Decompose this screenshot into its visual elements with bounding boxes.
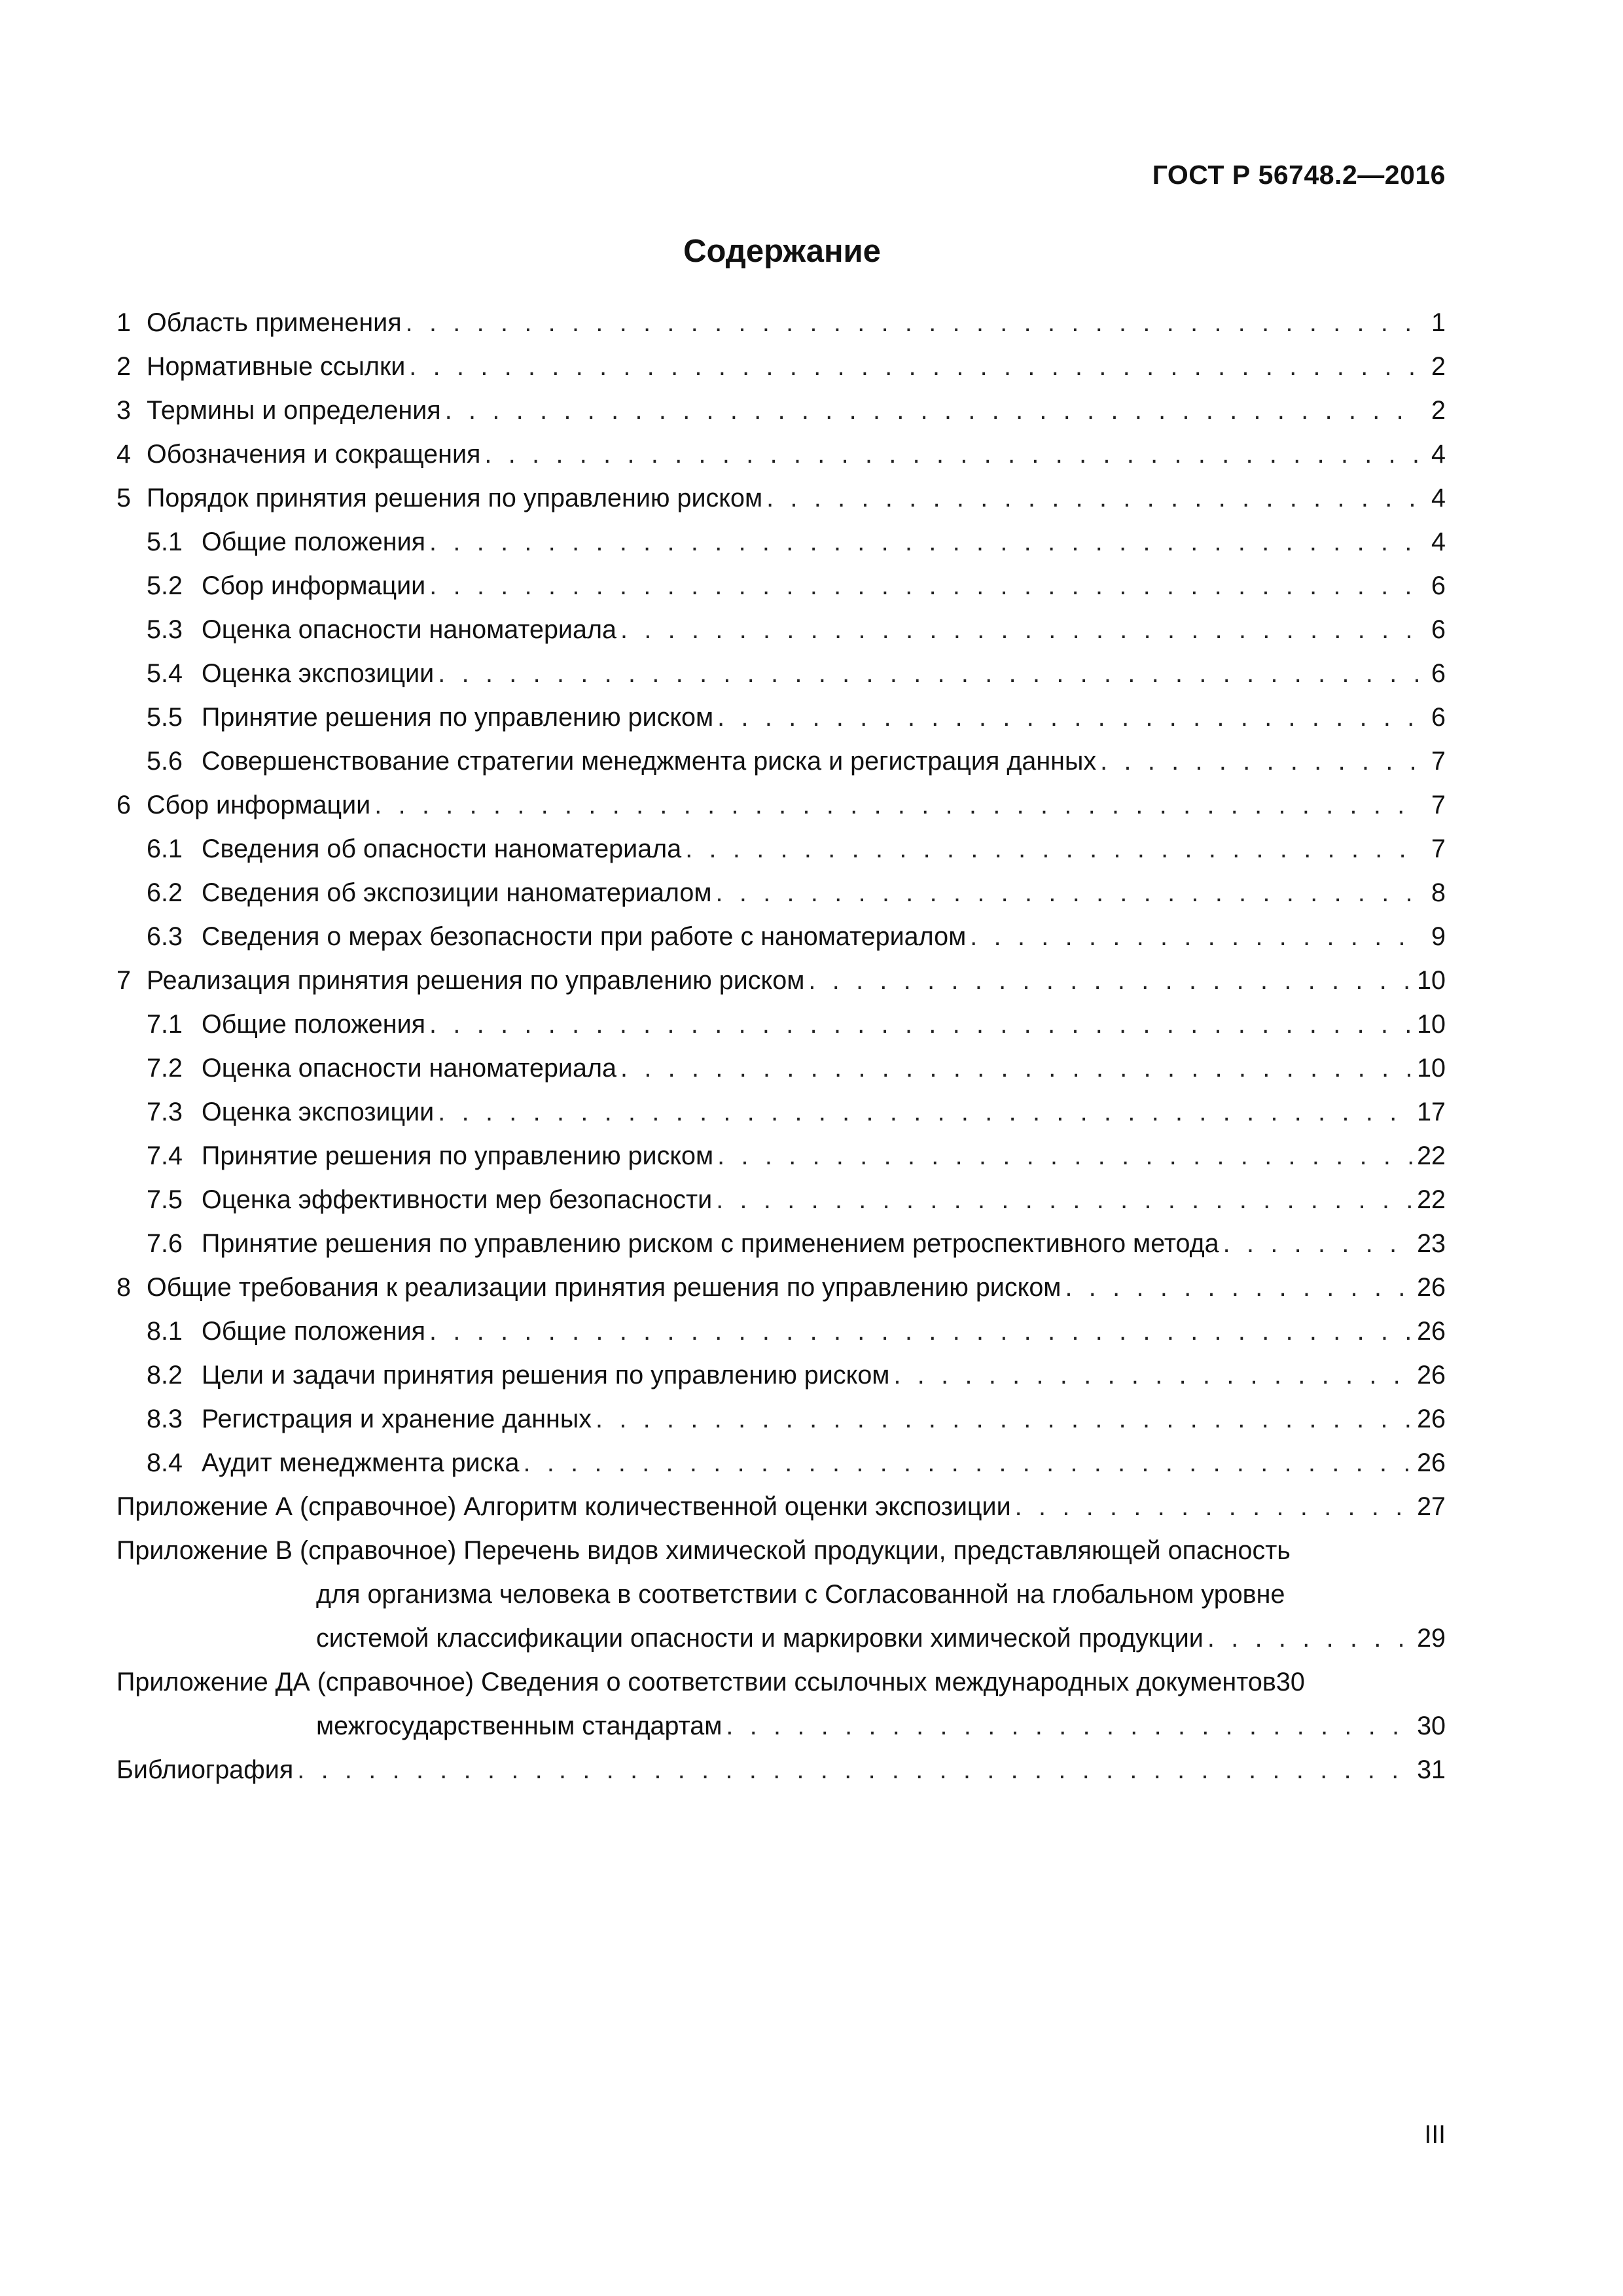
- dot-leader: [766, 476, 1422, 520]
- toc-entry-number: 8.2: [147, 1361, 183, 1390]
- toc-entry-page: 26: [1417, 1448, 1446, 1477]
- toc-entry-number: 6.2: [147, 878, 183, 907]
- dot-leader: [717, 1134, 1413, 1178]
- toc-entry-7-5[interactable]: [116, 1178, 1446, 1222]
- toc-entry-page: 7: [1431, 791, 1446, 819]
- dot-leader: [620, 608, 1422, 652]
- toc-entry-page: 26: [1417, 1361, 1446, 1390]
- toc-entry-number: 5.5: [147, 703, 183, 732]
- toc-entry-title: Общие положения: [202, 1010, 426, 1039]
- toc-entry-title: Оценка экспозиции: [202, 1098, 435, 1126]
- toc-entry-8-3[interactable]: [116, 1397, 1446, 1441]
- dot-leader: [429, 1310, 1413, 1354]
- toc-entry-5-4[interactable]: [116, 652, 1446, 696]
- dot-leader: [716, 871, 1423, 915]
- dot-leader: [523, 1441, 1413, 1485]
- toc-entry-number: 6.1: [147, 834, 183, 863]
- toc-entry-page: 26: [1417, 1273, 1446, 1302]
- toc-entry-title: Библиография: [116, 1755, 294, 1784]
- toc-entry-number: 3: [116, 396, 131, 425]
- toc-entry-title: Регистрация и хранение данных: [202, 1405, 592, 1433]
- toc-appendix-b-line1[interactable]: [116, 1529, 1446, 1573]
- toc-entry-5[interactable]: [116, 476, 1446, 520]
- toc-entry-page: 2: [1431, 352, 1446, 381]
- toc-entry-title: Термины и определения: [147, 396, 441, 425]
- toc-entry-8-2[interactable]: [116, 1354, 1446, 1397]
- toc-entry-title: Сведения об опасности наноматериала: [202, 834, 682, 863]
- toc-entry-7-2[interactable]: [116, 1047, 1446, 1090]
- toc-entry-number: 5.2: [147, 571, 183, 600]
- toc-entry-8-1[interactable]: [116, 1310, 1446, 1354]
- toc-entry-page: 30: [1417, 1712, 1446, 1740]
- toc-entry-title: Сбор информации: [147, 791, 371, 819]
- toc-entry-number: 5: [116, 484, 131, 512]
- toc-entry-title-continued: для организма человека в соответствии с Согласованной на глобальном уровне: [316, 1580, 1285, 1609]
- toc-entry-title: Приложение А (справочное) Алгоритм количественной оценки экспозиции: [116, 1492, 1011, 1521]
- toc-entry-page: 23: [1417, 1229, 1446, 1258]
- toc-entry-title-continued: системой классификации опасности и маркировки химической продукции: [316, 1624, 1204, 1653]
- toc-entry-number: 8.4: [147, 1448, 183, 1477]
- toc-entry-title: Принятие решения по управлению риском: [202, 1141, 714, 1170]
- toc-entry-title: Оценка опасности наноматериала: [202, 1054, 616, 1083]
- toc-entry-7-1[interactable]: [116, 1003, 1446, 1047]
- toc-entry-title: Оценка экспозиции: [202, 659, 435, 688]
- toc-entry-number: 8: [116, 1273, 131, 1302]
- toc-entry-page: 31: [1417, 1755, 1446, 1784]
- toc-entry-page: 8: [1431, 878, 1446, 907]
- toc-entry-title: Приложение ДА (справочное) Сведения о соответствии ссылочных международных документов30: [116, 1668, 1305, 1696]
- dot-leader: [438, 1090, 1413, 1134]
- toc-entry-7[interactable]: [116, 959, 1446, 1003]
- toc-entry-title: Обозначения и сокращения: [147, 440, 481, 469]
- dot-leader: [726, 1704, 1413, 1748]
- toc-entry-5-1[interactable]: [116, 520, 1446, 564]
- toc-entry-page: 6: [1431, 615, 1446, 644]
- toc-entry-number: 4: [116, 440, 131, 469]
- toc-entry-title: Нормативные ссылки: [147, 352, 406, 381]
- dot-leader: [297, 1748, 1413, 1792]
- toc-entry-title: Общие требования к реализации принятия решения по управлению риском: [147, 1273, 1061, 1302]
- toc-entry-number: 7.4: [147, 1141, 183, 1170]
- toc-entry-6-3[interactable]: [116, 915, 1446, 959]
- toc-entry-title: Совершенствование стратегии менеджмента риска и регистрация данных: [202, 747, 1097, 776]
- dot-leader: [893, 1354, 1413, 1397]
- dot-leader: [1223, 1222, 1413, 1266]
- toc-entry-number: 5.3: [147, 615, 183, 644]
- toc-entry-title: Приложение В (справочное) Перечень видов химической продукции, представляющей опасность: [116, 1536, 1291, 1565]
- toc-entry-6-1[interactable]: [116, 827, 1446, 871]
- toc-entry-title-continued: межгосударственным стандартам: [316, 1712, 722, 1740]
- dot-leader: [1207, 1617, 1413, 1660]
- toc-appendix-da-line1[interactable]: [116, 1660, 1446, 1704]
- page-number: III: [1424, 2121, 1446, 2149]
- toc-entry-page: 10: [1417, 1054, 1446, 1083]
- toc-entry-title: Область применения: [147, 308, 402, 337]
- toc-entry-8-4[interactable]: [116, 1441, 1446, 1485]
- toc-entry-number: 1: [116, 308, 131, 337]
- toc-entry-5-3[interactable]: [116, 608, 1446, 652]
- dot-leader: [1015, 1485, 1413, 1529]
- toc-entry-page: 2: [1431, 396, 1446, 425]
- toc-entry-1[interactable]: [116, 301, 1446, 345]
- toc-entry-page: 6: [1431, 571, 1446, 600]
- toc-entry-number: 8.1: [147, 1317, 183, 1346]
- toc-entry-page: 26: [1417, 1405, 1446, 1433]
- toc-entry-number: 2: [116, 352, 131, 381]
- toc-entry-title: Цели и задачи принятия решения по управлению риском: [202, 1361, 890, 1390]
- dot-leader: [620, 1047, 1413, 1090]
- toc-appendix-a[interactable]: [116, 1485, 1446, 1529]
- toc-bibliography[interactable]: [116, 1748, 1446, 1792]
- toc-entry-page: 4: [1431, 528, 1446, 556]
- dot-leader: [409, 345, 1422, 389]
- toc-appendix-b-line3[interactable]: [116, 1617, 1446, 1660]
- toc-entry-number: 5.4: [147, 659, 183, 688]
- toc-entry-number: 5.1: [147, 528, 183, 556]
- toc-entry-page: 1: [1431, 308, 1446, 337]
- dot-leader: [406, 301, 1422, 345]
- dot-leader: [1065, 1266, 1413, 1310]
- dot-leader: [445, 389, 1422, 433]
- toc-entry-page: 29: [1417, 1624, 1446, 1653]
- toc-entry-5-2[interactable]: [116, 564, 1446, 608]
- toc-entry-page: 10: [1417, 1010, 1446, 1039]
- toc-entry-7-3[interactable]: [116, 1090, 1446, 1134]
- dot-leader: [429, 520, 1422, 564]
- toc-entry-title: Аудит менеджмента риска: [202, 1448, 520, 1477]
- toc-entry-page: 7: [1431, 747, 1446, 776]
- toc-entry-4[interactable]: [116, 433, 1446, 476]
- toc-entry-page: 4: [1431, 440, 1446, 469]
- toc-entry-title: Принятие решения по управлению риском: [202, 703, 714, 732]
- toc-entry-number: 6: [116, 791, 131, 819]
- toc-entry-number: 8.3: [147, 1405, 183, 1433]
- toc-entry-7-6[interactable]: [116, 1222, 1446, 1266]
- toc-entry-page: 22: [1417, 1141, 1446, 1170]
- table-of-contents: [116, 301, 1446, 1792]
- document-code: ГОСТ Р 56748.2—2016: [1152, 160, 1446, 190]
- toc-entry-title: Общие положения: [202, 1317, 426, 1346]
- toc-entry-page: 6: [1431, 703, 1446, 732]
- toc-entry-page: 6: [1431, 659, 1446, 688]
- toc-entry-title: Общие положения: [202, 528, 426, 556]
- toc-entry-title: Принятие решения по управлению риском с применением ретроспективного метода: [202, 1229, 1219, 1258]
- toc-entry-page: 9: [1431, 922, 1446, 951]
- page-title: Содержание: [683, 234, 881, 269]
- toc-entry-number: 6.3: [147, 922, 183, 951]
- dot-leader: [970, 915, 1422, 959]
- toc-entry-title: Оценка эффективности мер безопасности: [202, 1185, 713, 1214]
- toc-entry-5-6[interactable]: [116, 740, 1446, 783]
- toc-entry-page: 7: [1431, 834, 1446, 863]
- toc-entry-number: 7.3: [147, 1098, 183, 1126]
- toc-entry-title: Реализация принятия решения по управлению риском: [147, 966, 805, 995]
- toc-entry-number: 7.1: [147, 1010, 183, 1039]
- toc-entry-title: Сведения о мерах безопасности при работе с наноматериалом: [202, 922, 967, 951]
- toc-entry-6[interactable]: [116, 783, 1446, 827]
- toc-entry-8[interactable]: [116, 1266, 1446, 1310]
- toc-entry-6-2[interactable]: [116, 871, 1446, 915]
- toc-entry-number: 7.5: [147, 1185, 183, 1214]
- dot-leader: [808, 959, 1413, 1003]
- dot-leader: [596, 1397, 1413, 1441]
- toc-appendix-da-line2[interactable]: [116, 1704, 1446, 1748]
- toc-entry-page: 4: [1431, 484, 1446, 512]
- toc-entry-title: Сбор информации: [202, 571, 426, 600]
- toc-entry-title: Порядок принятия решения по управлению риском: [147, 484, 763, 512]
- dot-leader: [716, 1178, 1413, 1222]
- toc-entry-number: 7.6: [147, 1229, 183, 1258]
- toc-entry-title: Сведения об экспозиции наноматериалом: [202, 878, 712, 907]
- dot-leader: [429, 1003, 1413, 1047]
- toc-entry-page: 22: [1417, 1185, 1446, 1214]
- dot-leader: [717, 696, 1422, 740]
- toc-entry-page: 10: [1417, 966, 1446, 995]
- toc-entry-page: 26: [1417, 1317, 1446, 1346]
- toc-entry-5-5[interactable]: [116, 696, 1446, 740]
- dot-leader: [429, 564, 1422, 608]
- toc-entry-2[interactable]: [116, 345, 1446, 389]
- toc-entry-page: 17: [1417, 1098, 1446, 1126]
- toc-appendix-b-line2: [116, 1573, 1446, 1617]
- toc-entry-3[interactable]: [116, 389, 1446, 433]
- toc-entry-7-4[interactable]: [116, 1134, 1446, 1178]
- dot-leader: [484, 433, 1422, 476]
- toc-entry-page: 27: [1417, 1492, 1446, 1521]
- dot-leader: [374, 783, 1422, 827]
- toc-entry-number: 7: [116, 966, 131, 995]
- toc-entry-number: 7.2: [147, 1054, 183, 1083]
- dot-leader: [438, 652, 1422, 696]
- dot-leader: [685, 827, 1422, 871]
- toc-entry-number: 5.6: [147, 747, 183, 776]
- dot-leader: [1100, 740, 1422, 783]
- toc-entry-title: Оценка опасности наноматериала: [202, 615, 616, 644]
